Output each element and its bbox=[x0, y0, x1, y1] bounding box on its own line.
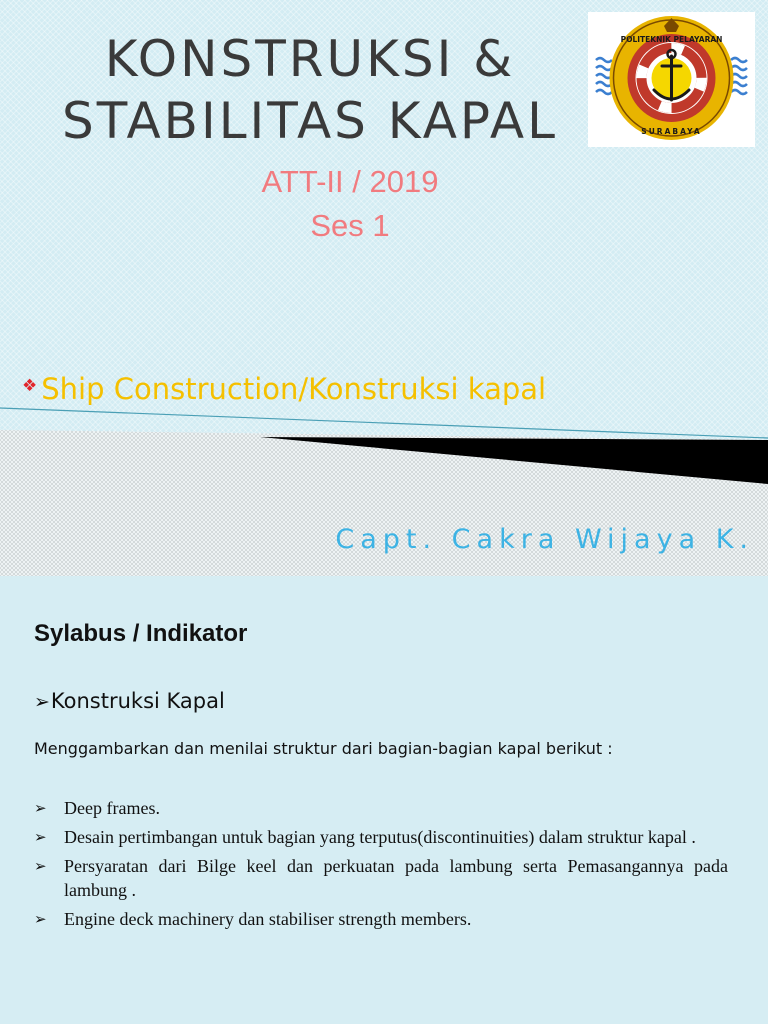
svg-text:SURABAYA: SURABAYA bbox=[641, 127, 702, 136]
list-item-text: Deep frames. bbox=[64, 798, 160, 818]
svg-text:POLITEKNIK PELAYARAN: POLITEKNIK PELAYARAN bbox=[620, 35, 723, 44]
diamond-bullet-icon: ❖ bbox=[22, 376, 38, 396]
title-line-1: KONSTRUKSI & bbox=[104, 30, 516, 88]
list-item bbox=[34, 907, 728, 931]
author-name: Capt. Cakra Wijaya K. bbox=[335, 524, 754, 555]
arrow-bullet-icon: ➢ bbox=[34, 828, 47, 846]
presentation-title bbox=[40, 28, 580, 152]
syllabus-topic-text: Konstruksi Kapal bbox=[50, 689, 225, 713]
syllabus-intro: Menggambarkan dan menilai struktur dari bagian-bagian kapal berikut : bbox=[34, 739, 613, 758]
logo-emblem-icon bbox=[588, 12, 755, 147]
institution-logo bbox=[588, 12, 755, 147]
topic-bullet bbox=[22, 366, 742, 409]
arrow-bullet-icon: ➢ bbox=[34, 799, 47, 817]
syllabus-topic bbox=[34, 689, 225, 713]
syllabus-list bbox=[34, 796, 728, 936]
list-item-text: Engine deck machinery dan stabiliser strength members. bbox=[64, 909, 472, 929]
list-item bbox=[34, 825, 728, 849]
arrow-bullet-icon: ➢ bbox=[34, 910, 47, 928]
syllabus-heading: Sylabus / Indikator bbox=[34, 620, 248, 647]
list-item-text: Desain pertimbangan untuk bagian yang terputus(discontinuities) dalam struktur kapal . bbox=[64, 827, 696, 847]
subtitle-line-1: ATT-II / 2019 bbox=[261, 164, 439, 199]
list-item bbox=[34, 854, 728, 902]
subtitle-line-2: Ses 1 bbox=[310, 208, 390, 243]
arrow-bullet-icon: ➢ bbox=[34, 857, 47, 875]
syllabus-slide bbox=[0, 576, 768, 1024]
list-item bbox=[34, 796, 728, 820]
topic-bullet-text: Ship Construction/Konstruksi kapal bbox=[41, 372, 547, 406]
presentation-subtitle bbox=[200, 160, 500, 248]
title-line-2: STABILITAS KAPAL bbox=[62, 92, 558, 150]
list-item-text: Persyaratan dari Bilge keel dan perkuatan pada lambung serta Pemasangannya pada lambung . bbox=[64, 856, 728, 900]
arrow-bullet-icon: ➢ bbox=[34, 691, 50, 713]
